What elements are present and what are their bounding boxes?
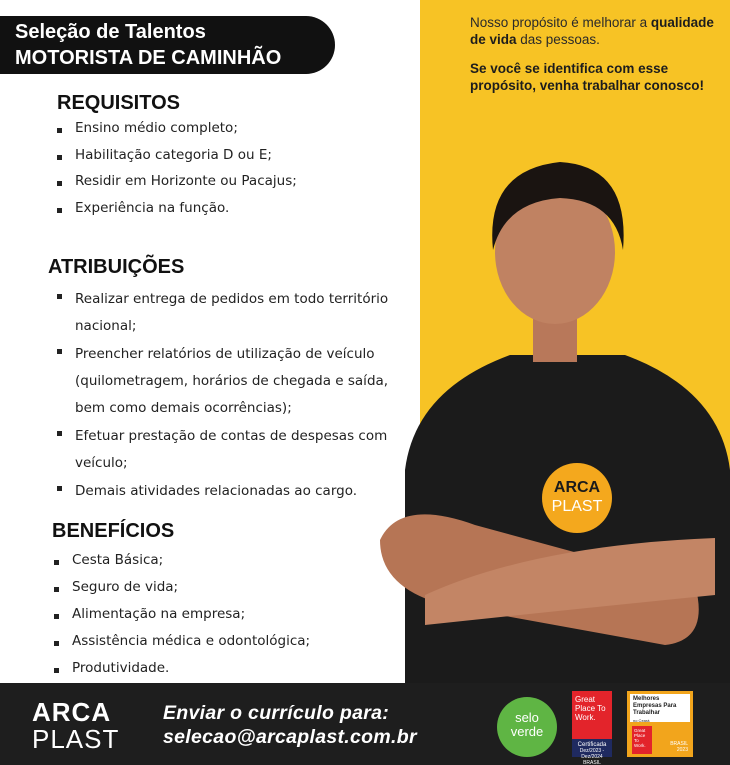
atribuicoes-list xyxy=(55,286,400,506)
list-item: Preencher relatórios de utilização de veículo (quilometragem, horários de chegada e saída, bem como demais ocorrências); xyxy=(55,341,400,422)
purpose-statement: Nosso propósito é melhorar a qualidade de vida das pessoas. Se você se identifica com esse propósito, venha trabalhar conosco! xyxy=(470,15,714,93)
beneficios-heading: BENEFÍCIOS xyxy=(52,520,175,542)
melhores-empresas-badge: Melhores Empresas Para Trabalhar no Ceará Great Place To Work. BRASIL 2023 xyxy=(627,691,693,757)
list-item: Ensino médio completo; xyxy=(55,120,297,147)
list-item: Efetuar prestação de contas de despesas com veículo; xyxy=(55,423,400,477)
footer xyxy=(0,683,730,765)
list-item: Alimentação na empresa; xyxy=(52,606,310,633)
purpose-call-to-action: Se você se identifica com esse propósito, venha trabalhar conosco! xyxy=(470,61,705,93)
list-item: Cesta Básica; xyxy=(52,552,310,579)
send-resume-info xyxy=(163,701,417,749)
list-item: Seguro de vida; xyxy=(52,579,310,606)
requisitos-list xyxy=(55,120,297,226)
arcaplast-logo: ARCA PLAST xyxy=(32,697,120,754)
list-item: Residir em Horizonte ou Pacajus; xyxy=(55,173,297,200)
atribuicoes-heading: ATRIBUIÇÕES xyxy=(48,256,185,278)
shirt-logo-line2: PLAST xyxy=(551,498,603,515)
send-label: Enviar o currículo para: xyxy=(163,702,390,724)
requisitos-heading: REQUISITOS xyxy=(57,92,180,114)
employee-photo xyxy=(365,140,730,683)
beneficios-list xyxy=(52,552,310,687)
list-item: Habilitação categoria D ou E; xyxy=(55,147,297,174)
list-item: Produtividade. xyxy=(52,660,310,687)
shirt-logo-line1: ARCA xyxy=(553,479,601,496)
selo-verde-badge: selo verde xyxy=(497,697,557,757)
gptw-badge: Great Place To Work. Certificada Dez/2023 - Dez/2024 BRASIL xyxy=(572,691,612,757)
list-item: Experiência na função. xyxy=(55,200,297,227)
title-line-1: Seleção de Talentos xyxy=(15,21,206,43)
list-item: Assistência médica e odontológica; xyxy=(52,633,310,660)
title-line-2: MOTORISTA DE CAMINHÃO xyxy=(15,47,282,69)
page-title xyxy=(0,16,335,74)
list-item: Realizar entrega de pedidos em todo território nacional; xyxy=(55,286,400,340)
list-item: Demais atividades relacionadas ao cargo. xyxy=(55,478,400,505)
email-link[interactable]: selecao@arcaplast.com.br xyxy=(163,726,417,748)
